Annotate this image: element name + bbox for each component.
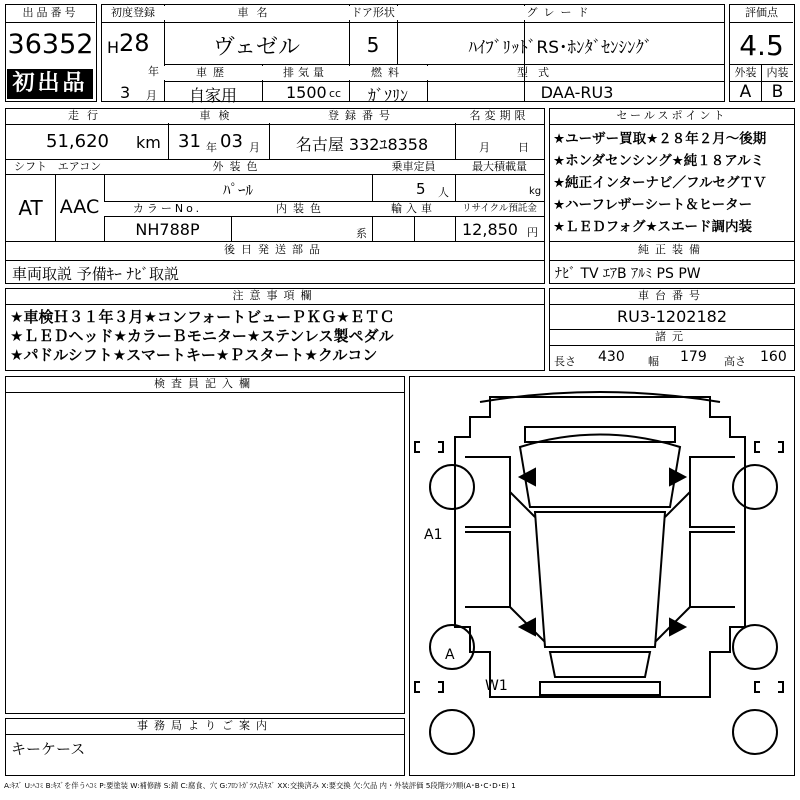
color-no: NH788P bbox=[135, 220, 200, 239]
car-diagram-box bbox=[409, 376, 795, 776]
notes-label: 注意事項欄 bbox=[6, 289, 544, 303]
recycle-label: リサイクル預託金 bbox=[455, 202, 544, 216]
model: DAA-RU3 bbox=[540, 83, 614, 102]
sales-points-label: セールスポイント bbox=[550, 109, 794, 123]
mileage: 51,620 bbox=[46, 131, 109, 152]
first-listing-badge: 初出品 bbox=[7, 69, 93, 99]
insp-year-unit: 年 bbox=[206, 141, 217, 154]
specs-label: 諸元 bbox=[550, 330, 794, 344]
note-line: ★パドルシフト★スマートキー★Ｐスタート★クルコン bbox=[10, 346, 378, 364]
displacement: 1500 bbox=[286, 83, 327, 102]
sales-point-line: ★純正インターナビ／フルセグＴＶ bbox=[553, 175, 767, 191]
ac-label: エアコン bbox=[55, 160, 104, 174]
damage-mark-a: A bbox=[445, 647, 455, 663]
genuine-equipment: ﾅﾋﾞ TV ｴｱB ｱﾙﾐ PS PW bbox=[555, 266, 701, 282]
history: 自家用 bbox=[188, 86, 237, 105]
capacity-label: 乗車定員 bbox=[372, 160, 455, 174]
length-label: 長さ bbox=[554, 355, 576, 368]
int-color-label: 内装色 bbox=[231, 202, 372, 216]
width: 179 bbox=[680, 349, 707, 365]
model-label: 型式 bbox=[427, 66, 524, 80]
door-label: ドア形状 bbox=[349, 6, 397, 20]
height-label: 高さ bbox=[724, 355, 746, 368]
exterior-label: 外装 bbox=[730, 66, 761, 80]
lot-label: 出品番号 bbox=[6, 6, 95, 20]
vehicle-details-box bbox=[5, 108, 545, 284]
office-value: キーケース bbox=[11, 740, 86, 758]
load-label: 最大積載量 bbox=[455, 160, 544, 174]
nc-month-unit: 月 bbox=[479, 141, 490, 154]
load-unit: kg bbox=[529, 186, 542, 197]
grade-label: グレード bbox=[397, 6, 724, 20]
damage-mark-a1: A1 bbox=[424, 527, 443, 543]
grade: ﾊｲﾌﾞﾘｯﾄﾞRS･ﾎﾝﾀﾞｾﾝｼﾝｸﾞ bbox=[468, 38, 653, 58]
sales-point-line: ★ハーフレザーシート＆ヒーター bbox=[553, 197, 753, 213]
year-unit: 年 bbox=[148, 65, 159, 78]
damage-mark-w1: W1 bbox=[485, 678, 508, 694]
capacity-unit: 人 bbox=[438, 186, 449, 199]
doors: 5 bbox=[366, 33, 380, 57]
score-box bbox=[729, 4, 795, 102]
height: 160 bbox=[760, 349, 787, 365]
lot-number: 36352 bbox=[7, 29, 94, 60]
color-no-label: カラーNo. bbox=[104, 202, 231, 216]
later-parts-label: 後日発送部品 bbox=[6, 243, 544, 257]
ext-color: ﾊﾟｰﾙ bbox=[222, 181, 253, 199]
inspection-label: 車検 bbox=[168, 109, 269, 123]
length: 430 bbox=[598, 349, 625, 365]
inspector-label: 検査員記入欄 bbox=[6, 377, 404, 391]
int-color-suffix: 系 bbox=[356, 227, 367, 240]
era: H bbox=[107, 38, 120, 57]
reg-year: 28 bbox=[119, 29, 150, 57]
interior-label: 内装 bbox=[762, 66, 793, 80]
shift: AT bbox=[18, 196, 43, 220]
km-unit: km bbox=[136, 133, 161, 152]
import-label: 輸入車 bbox=[372, 202, 455, 216]
displacement-label: 排気量 bbox=[262, 66, 349, 80]
fuel-label: 燃料 bbox=[349, 66, 427, 80]
car-name-label: 車名 bbox=[164, 6, 349, 20]
insp-month-unit: 月 bbox=[249, 141, 260, 154]
sales-points-list bbox=[553, 128, 795, 238]
vehicle-header-box bbox=[101, 4, 725, 105]
sales-points-box bbox=[549, 108, 795, 284]
month-unit: 月 bbox=[146, 89, 157, 102]
note-line: ★車検Ｈ３１年３月★コンフォートビューＰＫＧ★ＥＴＣ bbox=[10, 308, 395, 326]
exterior-grade: A bbox=[739, 82, 752, 102]
mileage-label: 走行 bbox=[6, 109, 168, 123]
recycle: 12,850 bbox=[462, 220, 518, 239]
name-change-label: 名変期限 bbox=[455, 109, 544, 123]
car-name: ヴェゼル bbox=[212, 35, 301, 60]
shift-label: シフト bbox=[6, 160, 55, 174]
first-reg-label: 初度登録 bbox=[102, 6, 164, 20]
ac: AAC bbox=[59, 196, 100, 218]
inspector-box bbox=[5, 376, 405, 714]
nc-day-unit: 日 bbox=[518, 141, 529, 154]
chassis-box bbox=[549, 288, 795, 371]
capacity: 5 bbox=[416, 180, 426, 198]
later-parts: 車両取説 予備ｷｰ ﾅﾋﾞ取説 bbox=[12, 265, 180, 283]
car-damage-diagram bbox=[410, 377, 793, 774]
notes-box bbox=[5, 288, 545, 371]
sales-point-line: ★ホンダセンシング★純１８アルミ bbox=[553, 153, 765, 169]
legend: A:ｷｽﾞ U:ﾍｺﾐ B:ｷｽﾞを伴うﾍｺﾐ P:要塗装 W:補修跡 S:錆 C:腐食、穴 G:ﾌﾛﾝﾄｶﾞﾗｽ点ｷｽﾞ XX:交換済み X:要交換 欠:欠品 内・外装評価 5段階ﾗﾝｸ順(A･B･C･D･E) 1 bbox=[4, 781, 516, 790]
chassis-label: 車台番号 bbox=[550, 289, 794, 303]
office-box bbox=[5, 718, 405, 776]
sales-point-line: ★ＬＥＤフォグ★スエード調内装 bbox=[553, 219, 753, 235]
chassis-number: RU3-1202182 bbox=[616, 307, 728, 326]
score-label: 評価点 bbox=[730, 6, 793, 20]
notes-list bbox=[10, 308, 544, 365]
width-label: 幅 bbox=[648, 355, 659, 368]
interior-grade: B bbox=[771, 82, 784, 102]
ext-color-label: 外装色 bbox=[104, 160, 372, 174]
plate: 名古屋 332ﾕ8358 bbox=[295, 135, 429, 154]
plate-label: 登録番号 bbox=[269, 109, 455, 123]
note-line: ★ＬＥＤヘッド★カラーＢモニター★ステンレス製ペダル bbox=[10, 327, 394, 345]
history-label: 車歴 bbox=[164, 66, 262, 80]
sales-point-line: ★ユーザー買取★２８年２月～後期 bbox=[553, 131, 767, 147]
office-label: 事務局よりご案内 bbox=[6, 719, 404, 733]
yen-unit: 円 bbox=[527, 226, 538, 239]
insp-month: 03 bbox=[220, 131, 243, 152]
genuine-equipment-label: 純正装備 bbox=[550, 243, 794, 257]
score: 4.5 bbox=[739, 29, 784, 62]
cc-unit: cc bbox=[329, 87, 342, 100]
insp-year: 31 bbox=[178, 131, 201, 152]
lot-box bbox=[5, 4, 97, 102]
fuel: ｶﾞｿﾘﾝ bbox=[367, 86, 408, 105]
reg-month: 3 bbox=[120, 83, 131, 102]
